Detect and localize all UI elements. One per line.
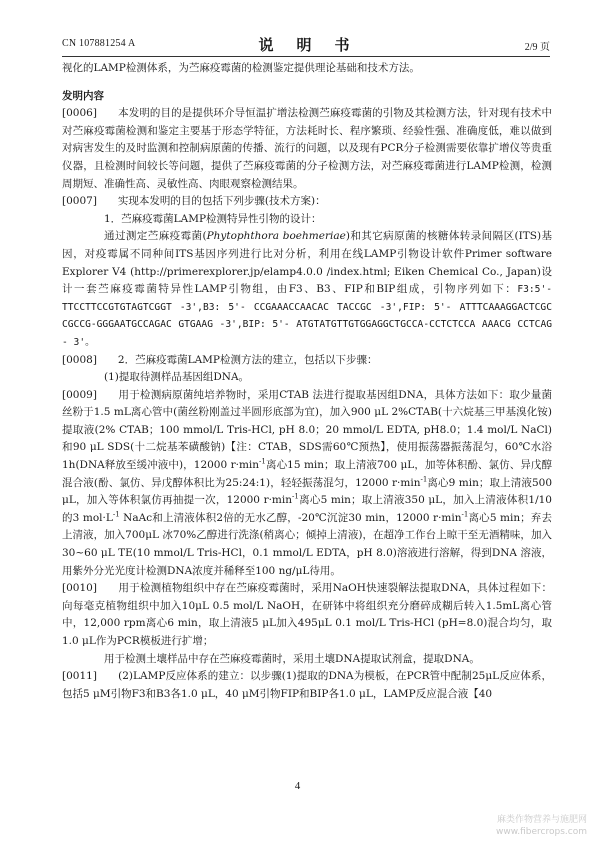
header-rule	[62, 56, 550, 57]
page-header	[62, 36, 550, 54]
paragraph-0010: [0010] 用于检测植物组织中存在苎麻疫霉菌时，采用NaOH快速裂解法提取DNA，具体过程如下：向每毫克植物组织中加入10μL 0.5 mol/L NaOH，在研钵中将组织充分磨碎成糊后转入1.5mL离心管中，12,000 rpm离心6 min，取上清液5 μL加入495μL 0.1 mol/L Tris-HCl (pH=8.0)混合均匀，取1.0 μL作为PCR模板进行扩增；	[62, 582, 552, 647]
page-indicator: 2/9 页	[524, 42, 550, 53]
paragraph-0009: [0009] 用于检测病原菌纯培养物时，采用CTAB 法进行提取基因组DNA，具体方法如下：取少量菌丝粉于1.5 mL离心管中(菌丝粉刚盖过半圆形底部为宜)，加入900 μL 2%CTAB(十六烷基三甲基溴化铵)提取液(2% CTAB；100 mmol/L Tris-HCl, pH 8.0；20 mmol/L EDTA, pH8.0；1.4 mol/L NaCl)和90 μL SDS(十二烷基苯磺酸钠)【注：CTAB，SDS需60℃预热】，使用振荡器振荡混匀，60℃水浴1h(DNA释放至缓冲液中)，12000 $r\cdot\min^{-1}$离心15 min；取上清液700 μL，加等体积酚、氯仿、异戊醇混合液(酚、氯仿、异戊醇体积比为25:24:1)，轻轻振荡混匀，12000 $r\cdot\min^{-1}$离心9 min；取上清液500 μL，加入等体积氯仿再抽提一次，12000 $r\cdot\min^{-1}$离心5 min；取上清液350 μL，加入上清液体积1/10的3 $mol\cdot L^{-1}$ NaAc和上清液体积2倍的无水乙醇，-20℃沉淀30 min，12000 $r\cdot\min^{-1}$离心5 min；弃去上清液，加入700μL 冰70%乙醇进行洗涤(稍离心；倾掉上清液)，在超净工作台上晾干至无酒精味，加入30~60 μL TE(10 mmol/L Tris-HCl，0.1 mmol/L EDTA，pH 8.0)溶液进行溶解，得到DNA 溶液，用紫外分光光度计检测DNA浓度并稀释至100 ng/μL待用。	[62, 388, 553, 577]
page-number: 4	[294, 780, 301, 792]
step-1-body: 通过测定苎麻疫霉菌(Phytophthora boehmeriae)和其它病原菌的核糖体转录间隔区(ITS)基因，对疫霉属不同种间ITS基因序列进行比对分析，利用在线LAMP引物设计软件Primer software Explorer V4 (http://primerexplorer.jp/elamp4.0.0 /index.html; Eiken Chemical Co., Japan)设计一套苎麻疫霉菌特异性LAMP引物组，由F3、B3、FIP和BIP组成，引物序列如下：F3:5'- TTCCTTCCGTGTAGTCGGT -3',B3: 5'- CCGAAACCAACAC TACCGC -3',FIP: 5'- ATTTCAAAGGACTCGC CGCCG-GGGAATGCCAGAC GTGAAG -3',BIP: 5'- ATGTATGTTGTGGAGGCTGCCA-CCTCTCCA AAACG CCTCAG - 3'。	[62, 230, 553, 348]
paragraph-0007: [0007] 实现本发明的目的包括下列步骤(技术方案)：	[62, 195, 326, 208]
primer-sequences: F3:5'- TTCCTTCCGTGTAGTCGGT -3',B3: 5'- CCGAAACCAACAC TACCGC -3',FIP: 5'- ATTTCAAAGGACTCGC CGCCG-GGGAATGCCAGAC GTGAAG -3',BIP: 5'- ATGTATGTTGTGGAGGCTGCCA-CCTCTCCA AAACG CCTCAG - 3'。	[62, 284, 552, 348]
paragraph-0010-soil: 用于检测土壤样品中存在苎麻疫霉菌时，采用土壤DNA提取试剂盒，提取DNA。	[104, 652, 480, 665]
section-heading: 发明内容	[62, 89, 104, 102]
patent-number: CN 107881254 A	[62, 38, 136, 49]
step-2-1: (1)提取待测样品基因组DNA。	[104, 371, 250, 384]
site-watermark: 麻类作物营养与施肥网 www.fibercrops.com	[496, 815, 587, 837]
paragraph-0011: [0011] (2)LAMP反应体系的建立：以步骤(1)提取的DNA为模板，在PCR管中配制25μL反应体系，包括5 μM引物F3和B3各1.0 μL，40 μM引物FIP和BIP各1.0 μL，LAMP反应混合液【40	[62, 670, 552, 700]
document-body	[62, 60, 552, 703]
paragraph-0006: [0006] 本发明的目的是提供环介导恒温扩增法检测苎麻疫霉菌的引物及其检测方法，针对现有技术中对苎麻疫霉菌检测和鉴定主要基于形态学特征，方法耗时长、程序繁琐、经验性强、准确度低，难以做到对病害发生的及时监测和控制病原菌的传播、流行的问题，以及现有PCR分子检测需要依靠扩增仪等贵重仪器，且检测时间较长等问题，提供了苎麻疫霉菌的分子检测方法，对苎麻疫霉菌进行LAMP检测，检测周期短、准确性高、灵敏性高、肉眼观察检测结果。	[62, 107, 552, 190]
species-name: Phytophthora boehmeriae	[206, 230, 346, 243]
step-1-title: 1．苎麻疫霉菌LAMP检测特异性引物的设计：	[104, 212, 322, 225]
paragraph-continuation: 视化的LAMP检测体系，为苎麻疫霉菌的检测鉴定提供理论基础和技术方法。	[62, 62, 420, 74]
document-title: 说 明 书	[258, 36, 354, 54]
paragraph-0008: [0008] 2．苎麻疫霉菌LAMP检测方法的建立，包括以下步骤：	[62, 353, 378, 366]
